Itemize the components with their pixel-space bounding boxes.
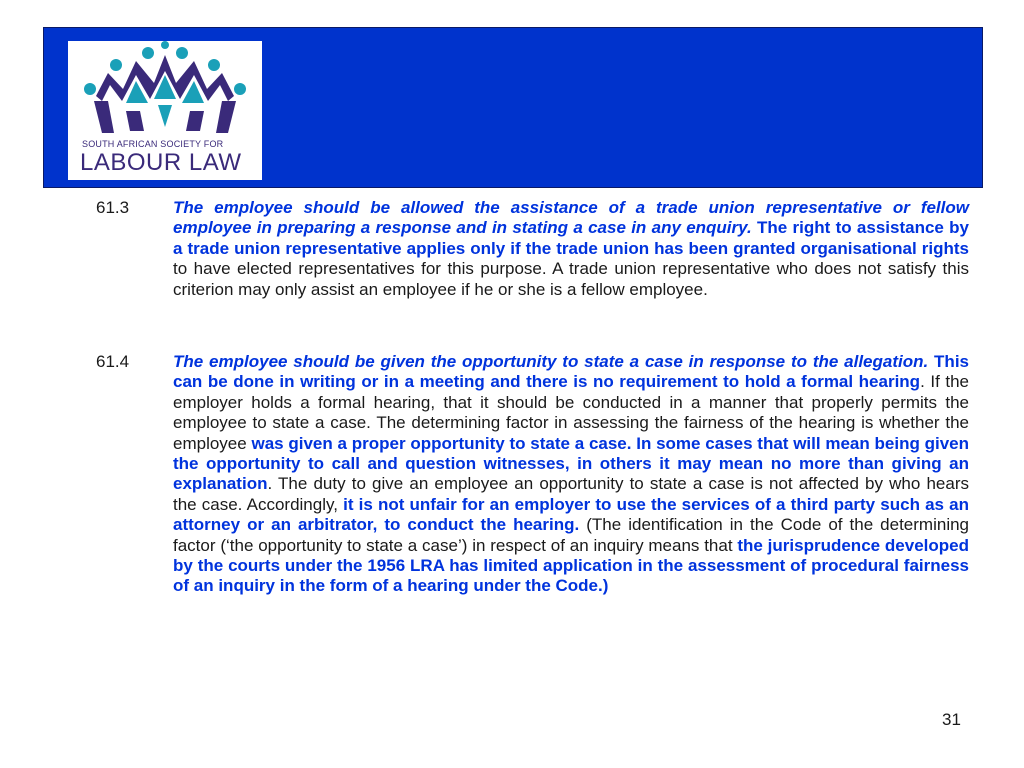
text-segment-emphasis: the jurisprudence developed by the courts under the 1956 LRA has limited application in the assessment of procedural fairness of an inquiry in the form of a hearing under the Code.) (173, 535, 969, 596)
text-segment: (The identification in the Code of the determining factor (‘the opportunity to state a case’) in respect of an inquiry means that (173, 515, 970, 555)
paragraph-number: 61.4 (96, 352, 130, 371)
logo-text-line2: LABOUR LAW (80, 149, 242, 176)
logo-text-line1: SOUTH AFRICAN SOCIETY FOR (82, 139, 224, 149)
paragraph-number: 61.3 (96, 198, 130, 217)
paragraph-text (173, 198, 969, 300)
text-segment-emphasis: was given a proper opportunity to state a case. In some cases that will mean being given the opportunity to call and question witnesses, in others it may mean no more than giving an explanation (173, 433, 969, 494)
text-segment-emphasis-italic: The employee should be given the opportunity to state a case in response to the allegation. (173, 352, 929, 371)
logo (68, 41, 262, 180)
paragraph-61-4 (96, 352, 969, 597)
text-segment: . The duty to give an employee an opportunity to state a case is not affected by who hears the case. Accordingly, (173, 474, 969, 514)
text-segment-emphasis: it is not unfair for an employer to use the services of a third party such as an attorney or an arbitrator, to conduct the hearing. (173, 494, 969, 535)
text-segment: . If the employer holds a formal hearing, that it should be conducted in a manner that properly permits the employee to state a case. The determining factor in assessing the fairness of the hearing is whether the employee (173, 372, 969, 453)
text-segment-emphasis: The right to assistance by a trade union representative applies only if the trade union has been granted organisational rights (173, 218, 969, 258)
paragraph-text (173, 352, 969, 597)
paragraph-61-3 (96, 198, 969, 300)
text-segment: to have elected representatives for this purpose. A trade union representative who does not satisfy this criterion may only assist an employee if he or she is a fellow employee. (173, 259, 969, 299)
text-segment-emphasis-italic: The employee should be allowed the assistance of a trade union representative or fellow employee in preparing a response and in stating a case in any enquiry. (173, 198, 969, 238)
figures-holding-hands-icon (68, 41, 262, 141)
text-segment-emphasis: This can be done in writing or in a meeting and there is no requirement to hold a formal hearing (173, 352, 969, 392)
page-number: 31 (942, 710, 961, 729)
